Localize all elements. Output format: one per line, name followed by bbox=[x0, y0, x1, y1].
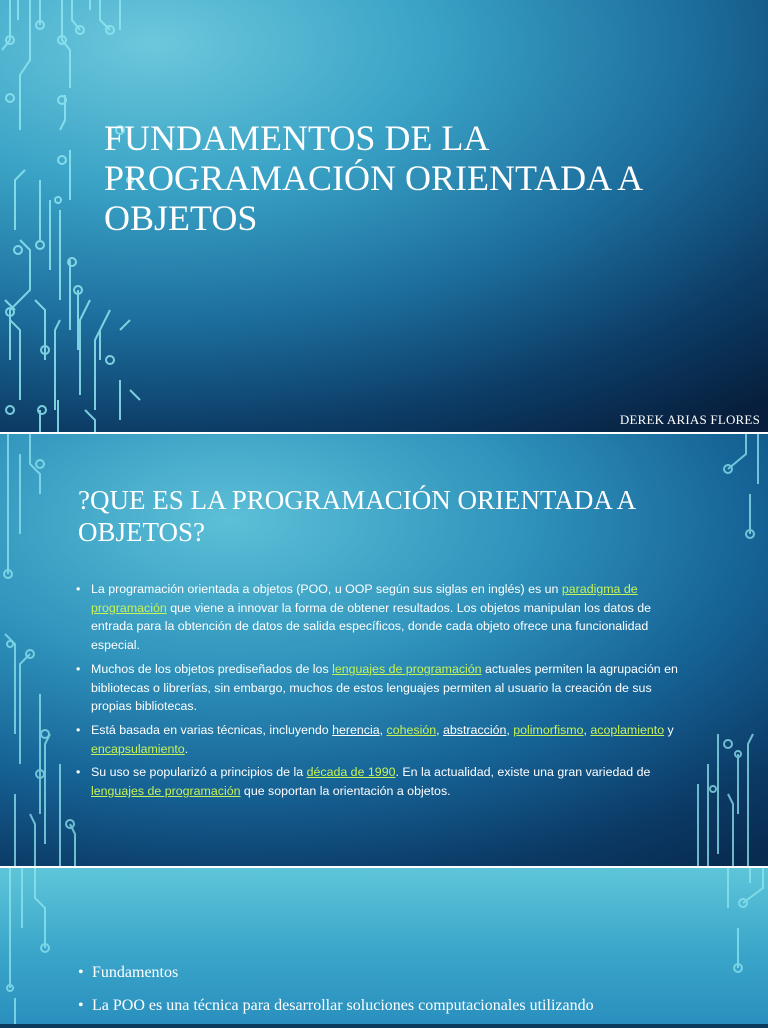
separator: , bbox=[583, 722, 591, 737]
separator: y bbox=[664, 722, 674, 737]
bullet-text: La programación orientada a objetos (POO, u OOP según sus siglas en inglés) es un bbox=[91, 582, 562, 596]
list-item: • La POO es una técnica para desarrollar soluciones computacionales utilizando bbox=[78, 995, 758, 1017]
list-item bbox=[76, 763, 686, 800]
bullet-text: Su uso se popularizó a principios de la bbox=[91, 765, 307, 780]
link-paradigma[interactable]: paradigma de programación bbox=[91, 582, 638, 615]
link-polimorfismo[interactable]: polimorfismo bbox=[513, 722, 584, 737]
bullet-text: Muchos de los objetos prediseñados de los bbox=[91, 661, 333, 676]
separator: , bbox=[379, 722, 387, 737]
list-item bbox=[76, 580, 686, 655]
list-item bbox=[76, 660, 686, 716]
separator: , bbox=[436, 722, 443, 737]
slide-heading: ?QUE ES LA PROGRAMACIÓN ORIENTADA A OBJETOS? bbox=[78, 485, 635, 547]
title-slide bbox=[0, 0, 768, 432]
link-abstraccion[interactable]: abstracción bbox=[443, 722, 507, 737]
bullet-list bbox=[78, 962, 758, 1028]
bullet-text: actuales permiten la agrupación en bibliotecas o librerías, sin embargo, muchos de estos lenguajes permiten al usuario la creación de sus propias bibliotecas. bbox=[91, 661, 678, 714]
author-name: DEREK ARIAS FLORES bbox=[619, 412, 760, 427]
bullet-text: que viene a innovar la forma de obtener resultados. Los objetos manipulan los datos de entrada para la obtención de datos de salida específicos, donde cada objeto ofrece una funcionalidad especial. bbox=[91, 600, 651, 653]
link-lenguajes[interactable]: lenguajes de programación bbox=[91, 784, 241, 799]
link-lenguajes[interactable]: lenguajes de programación bbox=[332, 661, 482, 676]
link-herencia[interactable]: herencia bbox=[332, 722, 380, 737]
link-cohesion[interactable]: cohesión bbox=[386, 722, 437, 737]
separator: . bbox=[184, 741, 189, 756]
circuit-decoration-left bbox=[0, 868, 60, 1024]
link-encapsulamiento[interactable]: encapsulamiento bbox=[91, 741, 185, 756]
list-item: • Fundamentos bbox=[78, 962, 758, 984]
list-item bbox=[76, 721, 686, 758]
bullet-text: que soportan la orientación a objetos. bbox=[240, 784, 451, 799]
separator: , bbox=[506, 722, 514, 737]
bullet-text: . En la actualidad, existe una gran variedad de bbox=[395, 765, 651, 780]
bullet-list bbox=[76, 580, 686, 806]
link-acoplamiento[interactable]: acoplamiento bbox=[590, 722, 665, 737]
page-title: FUNDAMENTOS DE LA PROGRAMACIÓN ORIENTADA A OBJETOS bbox=[104, 118, 642, 238]
link-decada-1990[interactable]: década de 1990 bbox=[306, 765, 396, 780]
bullet-text: Está basada en varias técnicas, incluyendo bbox=[91, 722, 333, 737]
